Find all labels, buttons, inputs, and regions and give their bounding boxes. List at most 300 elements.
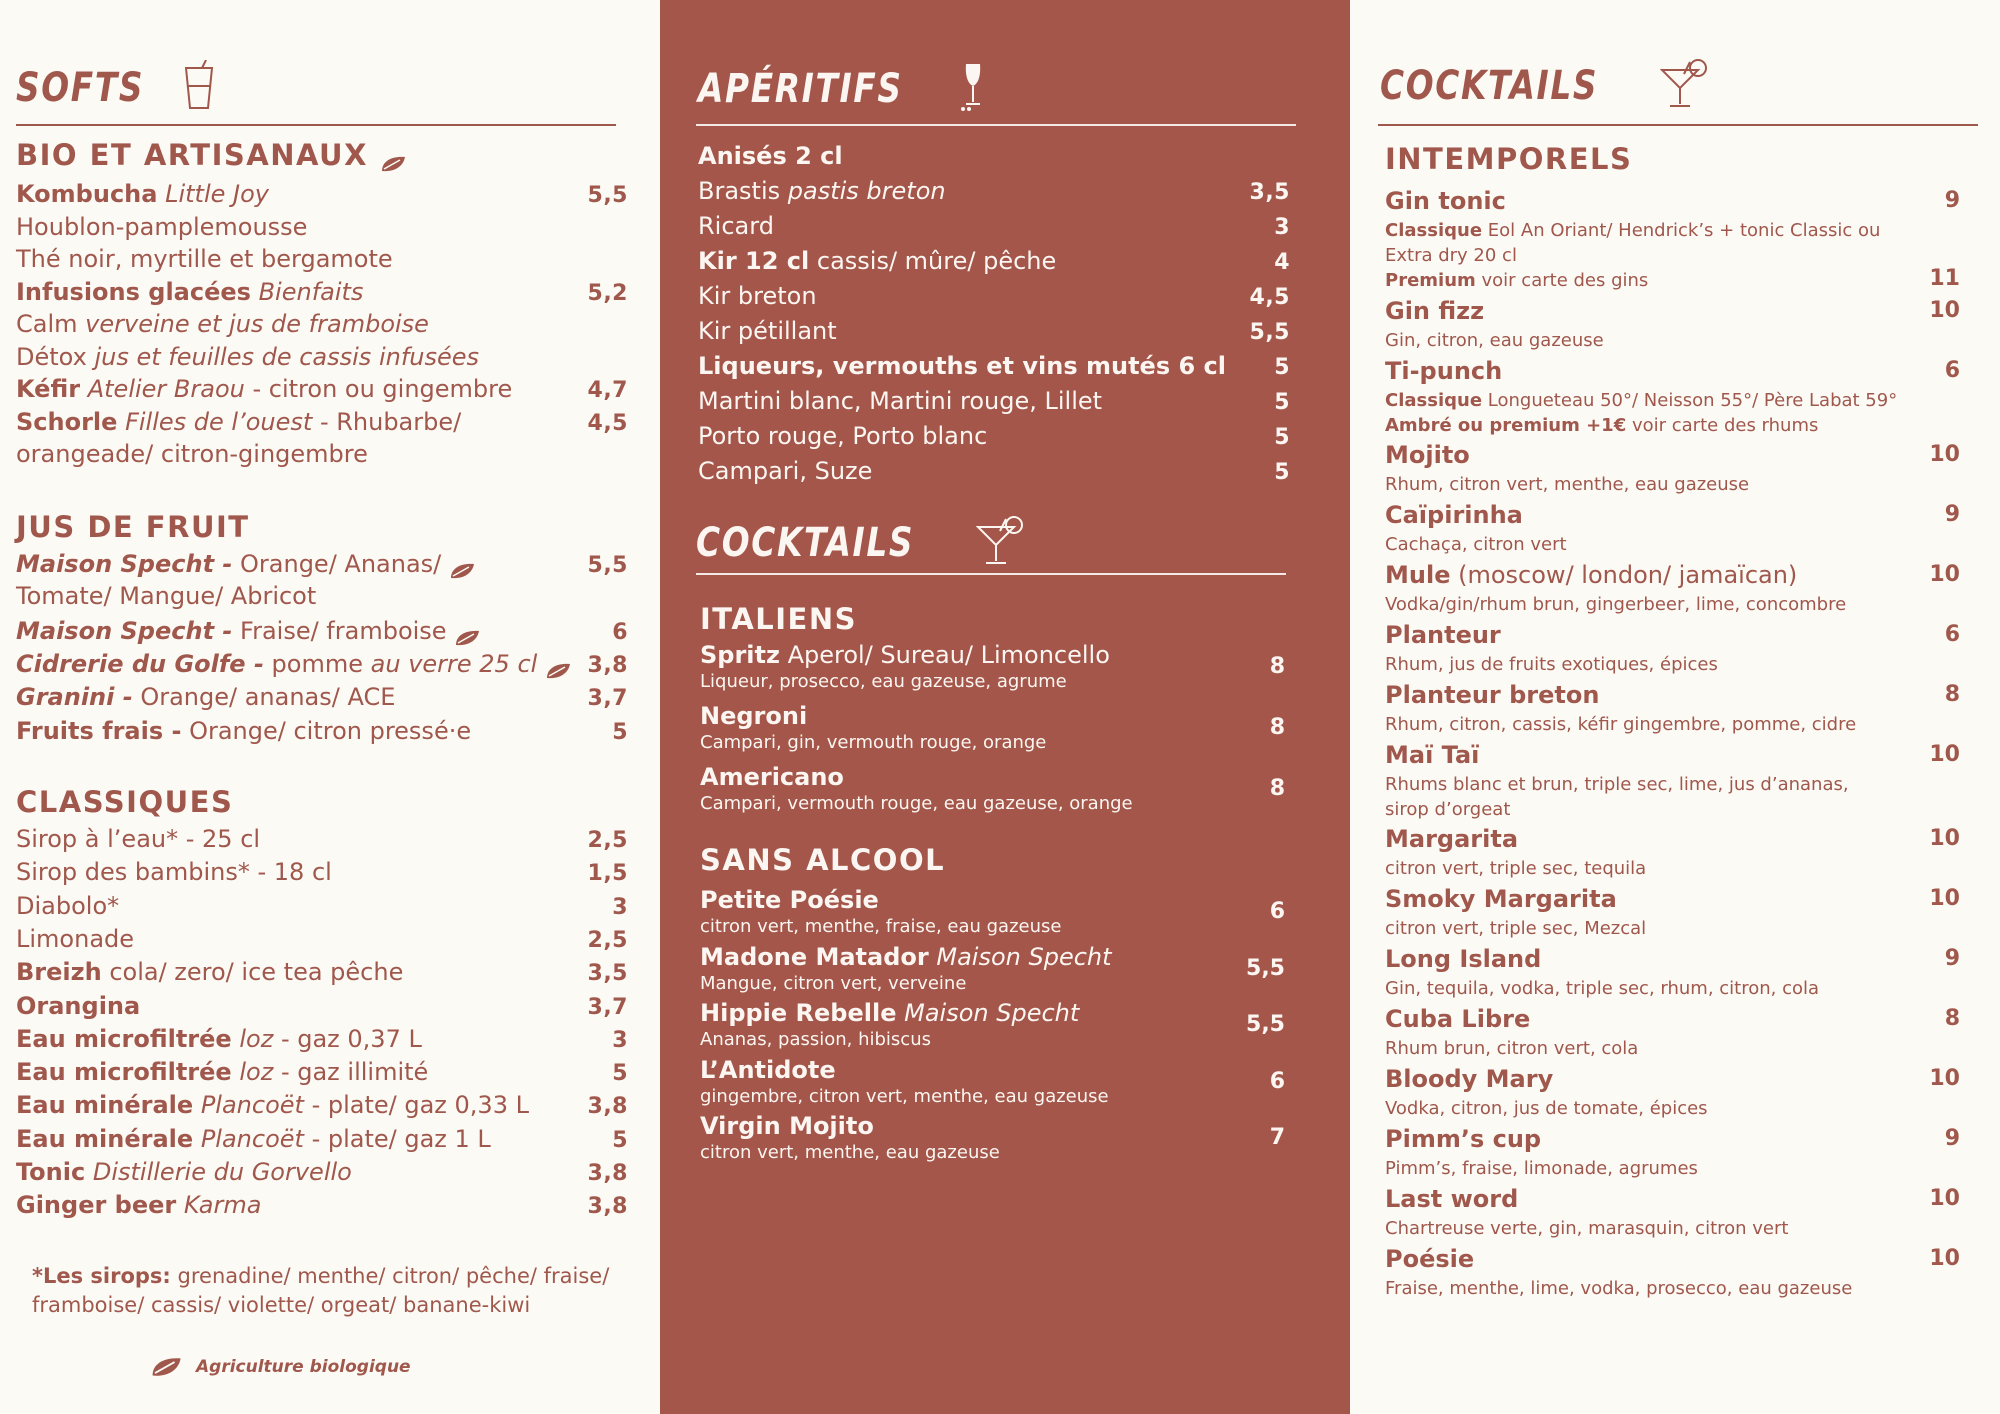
cocktail-ingredients: citron vert, menthe, eau gazeuse: [700, 1142, 1000, 1163]
cocktail-price-premium: 11: [1929, 266, 1960, 291]
cocktail-desc: [1385, 218, 1960, 243]
menu-row-line: [16, 373, 628, 405]
cocktail-price: 5,5: [1246, 1012, 1285, 1037]
cocktail-desc-label: Classique: [1385, 390, 1483, 411]
menu-row-line: [16, 1189, 628, 1221]
item-price: 6: [612, 619, 628, 645]
menu-row-line: [16, 648, 628, 680]
menu-row-line: [698, 420, 1290, 452]
cocktail-name: Bloody Mary: [1385, 1065, 1554, 1093]
syrups-note-label: *Les sirops:: [32, 1264, 171, 1288]
menu-row: [16, 211, 628, 243]
bio-title: BIO ET ARTISANAUX: [16, 138, 368, 172]
cocktail-item: [1385, 1182, 1960, 1241]
cocktail-price: 8: [1944, 1006, 1960, 1031]
cocktail-desc: [1385, 1276, 1960, 1301]
item-text: Martini blanc, Martini rouge, Lillet: [698, 387, 1103, 415]
cocktail-title: [1385, 738, 1960, 772]
cocktail-name: Gin tonic: [1385, 187, 1506, 215]
cocktail-title: [700, 762, 1285, 792]
item-name: Maison Specht -: [16, 550, 233, 578]
cocktail-title: [1385, 498, 1960, 532]
cocktail-item: [700, 701, 1285, 755]
menu-row: [16, 308, 628, 340]
menu-row-line: [16, 681, 628, 713]
item-name: Fruits frais -: [16, 716, 182, 745]
menu-row: [16, 923, 628, 955]
cocktail-name: Americano: [700, 763, 844, 791]
menu-row: [16, 890, 628, 922]
classiques-title: CLASSIQUES: [16, 785, 234, 819]
cocktail-desc: [700, 731, 1285, 755]
cocktails-right-title: COCKTAILS: [1380, 63, 1599, 109]
item-producer: Distillerie du Gorvello: [92, 1158, 352, 1186]
item-text: Houblon-pamplemousse: [16, 212, 308, 241]
cocktail-item: [700, 942, 1285, 996]
aperitifs-header: [698, 62, 988, 116]
cocktail-desc: [1385, 1096, 1960, 1121]
softs-header: [16, 60, 216, 116]
menu-row-line: [16, 956, 628, 988]
menu-row-line: [16, 308, 628, 340]
cocktail-item: [1385, 558, 1960, 617]
cocktail-title: [700, 885, 1285, 915]
menu-row-line: [698, 140, 1290, 172]
cocktail-title: [1385, 678, 1960, 712]
cocktail-desc-line3: [1385, 413, 1960, 438]
menu-row: [698, 280, 1290, 312]
menu-row: [698, 350, 1290, 382]
menu-row: [16, 1189, 628, 1221]
menu-row-line: [698, 210, 1290, 242]
cocktail-icon: [976, 515, 1024, 571]
cocktail-title: [1385, 1062, 1960, 1096]
cocktail-price: 10: [1929, 742, 1960, 767]
menu-row: [16, 1089, 628, 1121]
menu-row: [16, 178, 628, 210]
menu-row-line: [698, 280, 1290, 312]
cocktails-right-header: [1380, 58, 1708, 114]
italiens-title: ITALIENS: [700, 602, 857, 636]
item-price: 2,5: [587, 828, 628, 853]
cocktail-desc-line2: sirop d’orgeat: [1385, 799, 1511, 820]
cocktail-price: 10: [1929, 298, 1960, 323]
cocktail-ingredients: gingembre, citron vert, menthe, eau gazeuse: [700, 1085, 1109, 1107]
cocktail-item: [1385, 1062, 1960, 1121]
menu-row-line: [698, 245, 1290, 277]
cocktails-column: [1350, 0, 2000, 1414]
leaf-icon: [454, 623, 480, 641]
item-price: 3,7: [587, 994, 628, 1020]
cocktail-price: 9: [1944, 502, 1960, 527]
item-price: 3,5: [1249, 180, 1290, 205]
cocktail-desc: [1385, 652, 1960, 677]
menu-row: [698, 385, 1290, 417]
item-price: 5: [612, 1061, 628, 1087]
cocktail-desc: [1385, 592, 1960, 617]
item-price: 3,8: [587, 1094, 628, 1120]
cocktail-title: [1385, 882, 1960, 916]
cocktail-title: [1385, 354, 1960, 388]
organic-label: Agriculture biologique: [196, 1357, 411, 1377]
cocktail-ingredients: citron vert, triple sec, tequila: [1385, 858, 1647, 879]
cocktail-name: Virgin Mojito: [700, 1112, 874, 1140]
cocktail-price: 10: [1929, 886, 1960, 911]
menu-row-line: [16, 243, 628, 275]
item-price: 5: [1274, 460, 1290, 485]
cocktail-item: [1385, 184, 1960, 293]
item-text: Limonade: [16, 924, 135, 953]
cocktail-title: [700, 640, 1285, 670]
item-name: Orangina: [16, 991, 141, 1020]
item-producer: loz: [239, 1024, 274, 1053]
item-text: Thé noir, myrtille et bergamote: [16, 245, 393, 273]
bio-title-wrap: [16, 138, 406, 172]
menu-row: [698, 175, 1290, 207]
cocktail-name: Smoky Margarita: [1385, 885, 1617, 913]
cocktail-item: [1385, 1002, 1960, 1061]
item-line2: orangeade/ citron-gingembre: [16, 439, 368, 468]
leaf-icon: [449, 556, 475, 574]
cocktail-price: 10: [1929, 1066, 1960, 1091]
item-price: 1,5: [587, 861, 628, 887]
item-price: 3,8: [587, 652, 628, 678]
menu-row-line: [16, 548, 628, 580]
item-name: Cidrerie du Golfe -: [16, 649, 264, 678]
cocktail-variants: (moscow/ london/ jamaïcan): [1458, 561, 1798, 589]
menu-row-line: [16, 856, 628, 888]
cocktail-name: Planteur breton: [1385, 681, 1600, 709]
menu-row-line: [16, 1023, 628, 1055]
item-detail: au verre 25 cl: [370, 649, 538, 678]
item-detail: verveine et jus de framboise: [85, 310, 429, 338]
item-price: 2,5: [587, 927, 628, 953]
cocktail-title: [700, 998, 1285, 1028]
syrups-note-line2: framboise/ cassis/ violette/ orgeat/ banane-kiwi: [32, 1293, 531, 1317]
cocktail-item: [700, 762, 1285, 816]
item-text: Détox: [16, 342, 87, 371]
item-detail: Fraise/ framboise: [240, 616, 447, 645]
item-price: 5: [612, 719, 628, 745]
cocktail-ingredients: Fraise, menthe, lime, vodka, prosecco, eau gazeuse: [1385, 1278, 1853, 1299]
cocktail-price: 8: [1269, 654, 1285, 679]
item-detail: - gaz 0,37 L: [280, 1024, 422, 1053]
softs-rule: [16, 124, 616, 126]
cocktail-title: [1385, 184, 1960, 218]
menu-row: [16, 341, 628, 373]
cocktail-price: 10: [1929, 1186, 1960, 1211]
cocktail-ingredients: Gin, citron, eau gazeuse: [1385, 330, 1604, 351]
cocktail-price: 6: [1944, 622, 1960, 647]
cocktail-desc-text: voir carte des gins: [1481, 270, 1649, 291]
item-text: Porto rouge, Porto blanc: [698, 422, 988, 450]
menu-row: [16, 823, 628, 855]
menu-row-line: [16, 923, 628, 955]
item-detail: cassis/ mûre/ pêche: [816, 247, 1057, 275]
cocktails-mid-header: [696, 515, 1024, 571]
menu-row-line: [16, 178, 628, 210]
cocktail-price: 8: [1269, 715, 1285, 740]
item-name: Ginger beer: [16, 1191, 177, 1220]
cocktail-icon: [1660, 58, 1708, 114]
cocktail-title: [700, 1111, 1285, 1141]
menu-row-line: [16, 1089, 628, 1121]
cocktail-ingredients: Gin, tequila, vodka, triple sec, rhum, citron, cola: [1385, 978, 1820, 999]
item-price: 5,5: [1249, 320, 1290, 345]
item-name: Granini -: [16, 683, 133, 712]
item-price: 3: [612, 1027, 628, 1053]
cocktail-title: [700, 1055, 1285, 1085]
cocktail-item: [1385, 498, 1960, 557]
menu-row: [16, 681, 628, 713]
item-name: Breizh: [16, 958, 102, 987]
cocktail-desc: [1385, 1216, 1960, 1241]
cocktail-desc-line3: [1385, 268, 1960, 293]
glass-icon: [182, 60, 216, 116]
item-text: Sirop à l’eau* - 25 cl: [16, 825, 261, 853]
menu-row-line: [16, 1056, 628, 1088]
item-producer: loz: [239, 1058, 274, 1087]
item-producer: Karma: [183, 1191, 262, 1220]
cocktail-producer: Maison Specht: [936, 942, 1112, 971]
menu-row: [16, 1156, 628, 1188]
item-producer: Plancoët: [200, 1124, 304, 1153]
cocktail-item: [1385, 942, 1960, 1001]
cocktail-ingredients: Chartreuse verte, gin, marasquin, citron vert: [1385, 1218, 1789, 1239]
menu-row-line: [698, 175, 1290, 207]
cocktail-ingredients: Longueteau 50°/ Neisson 55°/ Père Labat 59°: [1487, 390, 1898, 411]
cocktail-name: Spritz: [700, 641, 780, 669]
cocktail-name: Poésie: [1385, 1245, 1475, 1273]
item-price: 4,7: [587, 378, 628, 403]
menu-row: [16, 615, 628, 647]
item-detail: - Rhubarbe/: [319, 407, 462, 436]
cocktail-desc-label: Premium: [1385, 270, 1476, 291]
cocktail-ingredients: Rhums blanc et brun, triple sec, lime, jus d’ananas,: [1385, 774, 1849, 795]
item-text: Kir pétillant: [698, 317, 837, 345]
cocktail-ingredients: Ananas, passion, hibiscus: [700, 1029, 931, 1050]
cocktail-price: 9: [1944, 946, 1960, 971]
menu-row: [16, 990, 628, 1022]
cocktail-ingredients: Vodka, citron, jus de tomate, épices: [1385, 1098, 1708, 1119]
cocktail-item: [1385, 354, 1960, 438]
cocktail-title: [1385, 942, 1960, 976]
cocktail-name: Margarita: [1385, 825, 1519, 853]
aperitifs-title: APÉRITIFS: [698, 66, 903, 112]
cocktail-desc: [700, 792, 1285, 816]
item-producer: Plancoët: [200, 1091, 304, 1120]
cocktail-name: Mojito: [1385, 441, 1470, 469]
item-producer: pastis breton: [787, 177, 946, 205]
cocktail-title: [1385, 1122, 1960, 1156]
item-price: 3: [612, 894, 628, 920]
menu-row: [16, 243, 628, 275]
cocktail-name: Pimm’s cup: [1385, 1125, 1542, 1153]
item-detail: - plate/ gaz 1 L: [311, 1124, 491, 1153]
item-detail: pomme: [271, 649, 363, 678]
cocktail-title: [1385, 1242, 1960, 1276]
item-price: 5,2: [587, 280, 628, 306]
cocktail-ingredients: Cachaça, citron vert: [1385, 534, 1567, 555]
cocktail-item: [1385, 1122, 1960, 1181]
menu-row: [16, 276, 628, 308]
cocktail-desc: [700, 1141, 1285, 1165]
cocktail-item: [700, 885, 1285, 939]
item-text: Sirop des bambins* - 18 cl: [16, 858, 332, 887]
cocktail-producer: Maison Specht: [904, 999, 1080, 1027]
menu-row-line: [16, 990, 628, 1022]
cocktail-item: [700, 998, 1285, 1052]
item-detail: - citron ou gingembre: [252, 375, 513, 403]
menu-row: [16, 1056, 628, 1088]
item-price: 4,5: [1249, 285, 1290, 310]
organic-legend: [150, 1356, 411, 1378]
item-price: 5: [1274, 425, 1290, 450]
cocktail-name: Long Island: [1385, 945, 1542, 973]
cocktail-ingredients: Pimm’s, fraise, limonade, agrumes: [1385, 1158, 1698, 1179]
menu-row-line: [16, 276, 628, 308]
item-name: Kir 12 cl: [698, 247, 810, 275]
menu-row: [16, 956, 628, 988]
cocktail-desc-text: voir carte des rhums: [1631, 415, 1819, 436]
menu-row: [698, 455, 1290, 487]
menu-row: [16, 715, 628, 747]
item-price: 5,5: [587, 183, 628, 208]
item-price: 5,5: [587, 553, 628, 578]
cocktail-desc: [700, 1085, 1285, 1109]
menu-row-line: [698, 385, 1290, 417]
cocktail-item: [700, 1111, 1285, 1165]
menu-row: [698, 140, 1290, 172]
cocktail-ingredients: citron vert, menthe, fraise, eau gazeuse: [700, 916, 1062, 937]
cocktails-right-rule: [1378, 124, 1978, 126]
menu-row: [698, 210, 1290, 242]
item-text: Diabolo*: [16, 891, 120, 920]
cocktail-price: 7: [1269, 1125, 1285, 1150]
cocktail-title: [1385, 618, 1960, 652]
syrups-note: [32, 1262, 632, 1320]
cocktail-price: 9: [1944, 188, 1960, 213]
menu-row: [698, 315, 1290, 347]
cocktail-price: 10: [1929, 1246, 1960, 1271]
cocktail-desc: [1385, 976, 1960, 1001]
menu-row: [16, 648, 628, 680]
leaf-icon: [545, 656, 571, 674]
cocktails-mid-title: COCKTAILS: [696, 520, 915, 566]
cocktail-desc: [1385, 712, 1960, 737]
item-text: Kir breton: [698, 282, 817, 310]
item-producer: Little Joy: [165, 180, 269, 208]
menu-row-line: [698, 315, 1290, 347]
cocktail-price: 5,5: [1246, 955, 1285, 981]
cocktail-ingredients: citron vert, triple sec, Mezcal: [1385, 918, 1647, 939]
leaf-icon: [380, 146, 406, 164]
menu-row-line: [16, 1156, 628, 1188]
cocktail-item: [1385, 822, 1960, 881]
item-detail: jus et feuilles de cassis infusées: [94, 342, 480, 371]
menu-row-line: [16, 406, 628, 438]
menu-row: [16, 548, 628, 612]
item-name: Infusions glacées: [16, 277, 251, 306]
cocktail-price: 8: [1944, 682, 1960, 707]
menu-row-line: [16, 715, 628, 747]
cocktail-name: Negroni: [700, 702, 808, 730]
item-name: Liqueurs, vermouths et vins mutés 6 cl: [698, 352, 1226, 380]
cocktail-price: 10: [1929, 826, 1960, 851]
cocktail-name: Caïpirinha: [1385, 501, 1523, 529]
item-text: Campari, Suze: [698, 457, 873, 485]
item-name: Schorle: [16, 407, 118, 436]
cocktail-item: [1385, 738, 1960, 822]
item-detail: Orange/ ananas/ ACE: [140, 683, 396, 712]
sans-alcool-title: SANS ALCOOL: [700, 843, 946, 877]
item-name: Eau minérale: [16, 1091, 194, 1120]
item-price: 3,8: [587, 1161, 628, 1186]
menu-row: [16, 856, 628, 888]
leaf-icon: [150, 1356, 182, 1378]
cocktail-desc: [700, 1028, 1285, 1052]
cocktail-title: [1385, 1002, 1960, 1036]
item-price: 5: [1274, 390, 1290, 415]
cocktail-ingredients: Vodka/gin/rhum brun, gingerbeer, lime, concombre: [1385, 594, 1847, 615]
item-text: Brastis: [698, 177, 781, 205]
cocktail-desc: [1385, 916, 1960, 941]
cocktail-title: [1385, 558, 1960, 592]
cocktail-title: [700, 942, 1285, 972]
item-name: Anisés 2 cl: [698, 142, 843, 170]
cocktail-name: Cuba Libre: [1385, 1005, 1531, 1033]
cocktail-title: [1385, 438, 1960, 472]
cocktail-item: [700, 1055, 1285, 1109]
menu-row-line: [16, 890, 628, 922]
item-name: Kéfir: [16, 375, 81, 403]
item-price: 5: [1274, 355, 1290, 380]
cocktail-item: [1385, 882, 1960, 941]
cocktail-item: [1385, 438, 1960, 497]
menu-row-line: [16, 211, 628, 243]
aperitifs-column: [660, 0, 1350, 1414]
item-producer: Atelier Braou: [87, 375, 245, 403]
item-price: 3,5: [587, 961, 628, 987]
intemporels-title: INTEMPORELS: [1385, 142, 1633, 176]
menu-row: [16, 1123, 628, 1155]
item-name: Eau minérale: [16, 1124, 194, 1153]
item-detail: Orange/ citron pressé·e: [189, 716, 472, 745]
cocktail-desc-label: Classique: [1385, 220, 1483, 241]
cocktail-desc-label: Ambré ou premium +1€: [1385, 415, 1627, 436]
wine-glass-icon: [958, 62, 988, 116]
cocktail-ingredients: Mangue, citron vert, verveine: [700, 972, 967, 994]
cocktail-ingredients: Rhum brun, citron vert, cola: [1385, 1038, 1639, 1059]
cocktail-desc: [1385, 388, 1960, 413]
cocktail-ingredients: Eol An Oriant/ Hendrick’s + tonic Classic ou: [1487, 220, 1881, 241]
cocktail-desc: [1385, 856, 1960, 881]
cocktail-desc: [1385, 532, 1960, 557]
cocktail-ingredients: Campari, gin, vermouth rouge, orange: [700, 732, 1047, 753]
cocktail-item: [700, 640, 1285, 694]
syrups-note-text: grenadine/ menthe/ citron/ pêche/ fraise/: [177, 1264, 610, 1288]
cocktail-price: 9: [1944, 1126, 1960, 1151]
cocktail-ingredients: Rhum, jus de fruits exotiques, épices: [1385, 654, 1718, 675]
item-producer: Filles de l’ouest: [125, 407, 313, 436]
cocktail-ingredients: Rhum, citron, cassis, kéfir gingembre, pomme, cidre: [1385, 714, 1857, 735]
jus-title: JUS DE FRUIT: [16, 510, 250, 544]
item-name: Eau microfiltrée: [16, 1058, 232, 1087]
cocktail-price: 10: [1929, 442, 1960, 467]
item-detail: - plate/ gaz 0,33 L: [311, 1091, 529, 1120]
item-price: 3,7: [587, 686, 628, 712]
cocktail-ingredients: Liqueur, prosecco, eau gazeuse, agrume: [700, 671, 1067, 692]
